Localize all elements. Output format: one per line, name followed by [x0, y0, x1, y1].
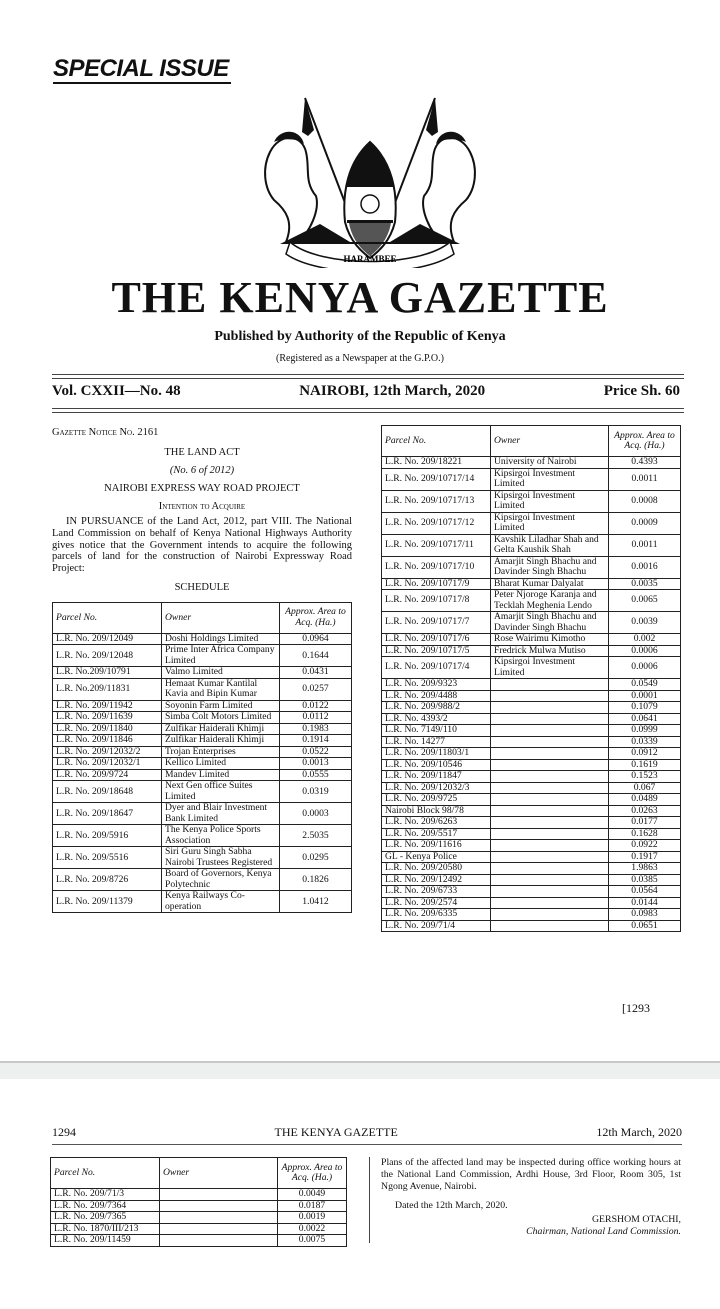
parcel-cell: L.R. No. 209/12032/3: [382, 782, 491, 794]
page-number: [1293: [622, 1001, 650, 1015]
table-row: [382, 909, 681, 921]
parcel-cell: L.R. No. 1870/III/213: [51, 1223, 160, 1235]
area-cell: 0.0122: [280, 700, 352, 712]
header-area: Approx. Area to Acq. (Ha.): [609, 426, 681, 457]
signer-title: Chairman, National Land Commission.: [526, 1226, 681, 1237]
parcel-cell: L.R. No. 209/5517: [382, 828, 491, 840]
owner-cell: [491, 851, 609, 863]
parcel-cell: L.R. No. 209/10717/7: [382, 612, 491, 634]
table-row: [53, 746, 352, 758]
area-cell: 0.0385: [609, 874, 681, 886]
header-owner: Owner: [162, 602, 280, 633]
parcel-cell: L.R. No. 209/7364: [51, 1200, 160, 1212]
schedule-table-left: [52, 602, 352, 914]
area-cell: 1.9863: [609, 863, 681, 875]
area-cell: 0.0013: [280, 758, 352, 770]
owner-cell: Dyer and Blair Investment Bank Limited: [162, 803, 280, 825]
schedule-table-right: [381, 425, 681, 932]
parcel-cell: L.R. No. 209/10717/9: [382, 578, 491, 590]
owner-cell: Amarjit Singh Bhachu and Davinder Singh Bhachu: [491, 612, 609, 634]
owner-cell: Trojan Enterprises: [162, 746, 280, 758]
parcel-cell: L.R. No. 209/4488: [382, 690, 491, 702]
area-cell: 0.0011: [609, 534, 681, 556]
table-row: [382, 897, 681, 909]
area-cell: 0.0022: [278, 1223, 347, 1235]
parcel-cell: L.R. No. 209/10717/4: [382, 657, 491, 679]
area-cell: 0.1983: [280, 723, 352, 735]
table-row: [51, 1212, 347, 1224]
area-cell: 0.0295: [280, 847, 352, 869]
owner-cell: Prime Inter Africa Company Limited: [162, 645, 280, 667]
area-cell: 0.1826: [280, 869, 352, 891]
parcel-cell: L.R. No. 209/10717/10: [382, 556, 491, 578]
parcel-cell: L.R. No. 209/8726: [53, 869, 162, 891]
owner-cell: [491, 897, 609, 909]
table-row: [382, 794, 681, 806]
table-row: [382, 645, 681, 657]
owner-cell: [160, 1223, 278, 1235]
table-row: [53, 678, 352, 700]
area-cell: 0.0964: [280, 633, 352, 645]
owner-cell: The Kenya Police Sports Association: [162, 825, 280, 847]
page2-notice-text: [381, 1157, 681, 1238]
parcel-cell: L.R. No. 7149/110: [382, 725, 491, 737]
area-cell: 0.0257: [280, 678, 352, 700]
header-parcel: Parcel No.: [51, 1158, 160, 1189]
motto-text: HARAMBEE: [343, 254, 397, 264]
owner-cell: Kipsirgoi Investment Limited: [491, 490, 609, 512]
area-cell: 0.0489: [609, 794, 681, 806]
area-cell: 0.0075: [278, 1235, 347, 1247]
table-row: [53, 869, 352, 891]
table-row: [382, 612, 681, 634]
table-row: [53, 723, 352, 735]
table-row: [382, 713, 681, 725]
area-cell: 0.0016: [609, 556, 681, 578]
table-row: [53, 667, 352, 679]
page2-number: 1294: [52, 1125, 76, 1139]
parcel-cell: L.R. No. 209/9323: [382, 679, 491, 691]
owner-cell: Kellico Limited: [162, 758, 280, 770]
table-row: [53, 769, 352, 781]
parcel-cell: L.R. No. 209/12492: [382, 874, 491, 886]
table-row: [53, 712, 352, 724]
parcel-cell: L.R. No. 209/6733: [382, 886, 491, 898]
parcel-cell: L.R. No. 209/10717/13: [382, 490, 491, 512]
parcel-cell: L.R. No. 209/11459: [51, 1235, 160, 1247]
area-cell: 0.1523: [609, 771, 681, 783]
parcel-cell: L.R. No. 209/11639: [53, 712, 162, 724]
area-cell: 1.0412: [280, 891, 352, 913]
table-row: [51, 1235, 347, 1247]
owner-cell: [491, 805, 609, 817]
masthead-rule-top: [52, 374, 684, 379]
table-row: [382, 468, 681, 490]
table-row: [382, 556, 681, 578]
owner-cell: Zulfikar Haiderali Khimji: [162, 735, 280, 747]
area-cell: 0.067: [609, 782, 681, 794]
owner-cell: University of Nairobi: [491, 457, 609, 469]
project-title: NAIROBI EXPRESS WAY ROAD PROJECT: [104, 483, 300, 494]
table-row: [382, 679, 681, 691]
table-row: [382, 759, 681, 771]
table-row: [382, 874, 681, 886]
owner-cell: [491, 771, 609, 783]
notice-heading: Intention to Acquire: [158, 501, 246, 512]
column-divider: [369, 1157, 370, 1243]
area-cell: 0.0008: [609, 490, 681, 512]
owner-cell: Amarjit Singh Bhachu and Davinder Singh Bhachu: [491, 556, 609, 578]
price: Price Sh. 60: [603, 383, 680, 399]
parcel-cell: L.R. No. 4393/2: [382, 713, 491, 725]
table-row: [382, 457, 681, 469]
owner-cell: Simba Colt Motors Limited: [162, 712, 280, 724]
table-header-row: [53, 602, 352, 633]
table-row: [382, 634, 681, 646]
owner-cell: Kipsirgoi Investment Limited: [491, 468, 609, 490]
parcel-cell: L.R. No. 209/10717/11: [382, 534, 491, 556]
parcel-cell: L.R. No. 209/11847: [382, 771, 491, 783]
owner-cell: Rose Wairimu Kimotho: [491, 634, 609, 646]
parcel-cell: L.R. No. 209/6335: [382, 909, 491, 921]
act-title: THE LAND ACT: [164, 447, 240, 458]
notice-body: IN PURSUANCE of the Land Act, 2012, part VIII. The National Land Commission on behalf of Kenya National Highways Authority gives notice that the Government intends to acquire the following parcels of land for the construction of Nairobi Expressway Road Project:: [52, 516, 352, 575]
masthead-rule-bottom: [52, 408, 684, 413]
parcel-cell: L.R. No. 209/12032/1: [53, 758, 162, 770]
parcel-cell: L.R. No.209/10791: [53, 667, 162, 679]
area-cell: 0.0651: [609, 920, 681, 932]
parcel-cell: L.R. No. 209/11840: [53, 723, 162, 735]
parcel-cell: L.R. No. 209/71/4: [382, 920, 491, 932]
table-row: [382, 805, 681, 817]
area-cell: 0.002: [609, 634, 681, 646]
area-cell: 0.1079: [609, 702, 681, 714]
header-parcel: Parcel No.: [53, 602, 162, 633]
owner-cell: [491, 690, 609, 702]
table-header-row: [51, 1158, 347, 1189]
area-cell: 0.0065: [609, 590, 681, 612]
area-cell: 0.0006: [609, 645, 681, 657]
parcel-cell: L.R. No. 209/18648: [53, 781, 162, 803]
table-row: [382, 886, 681, 898]
owner-cell: [491, 713, 609, 725]
owner-cell: Siri Guru Singh Sabha Nairobi Trustees Registered: [162, 847, 280, 869]
dated-line: Dated the 12th March, 2020.: [395, 1200, 508, 1211]
header-owner: Owner: [491, 426, 609, 457]
owner-cell: [160, 1189, 278, 1201]
table-row: [53, 645, 352, 667]
area-cell: 0.0177: [609, 817, 681, 829]
area-cell: 0.0564: [609, 886, 681, 898]
owner-cell: Hemaat Kumar Kantilal Kavia and Bipin Kumar: [162, 678, 280, 700]
table-row: [53, 891, 352, 913]
area-cell: 0.0555: [280, 769, 352, 781]
table-row: [382, 512, 681, 534]
parcel-cell: L.R. No. 209/11379: [53, 891, 162, 913]
table-row: [53, 633, 352, 645]
table-row: [382, 490, 681, 512]
owner-cell: [491, 909, 609, 921]
parcel-cell: L.R. No. 209/71/3: [51, 1189, 160, 1201]
owner-cell: Board of Governors, Kenya Polytechnic: [162, 869, 280, 891]
owner-cell: [491, 702, 609, 714]
owner-cell: [491, 863, 609, 875]
table-row: [53, 781, 352, 803]
authority-line: Published by Authority of the Republic of Kenya: [214, 329, 506, 344]
owner-cell: Kipsirgoi Investment Limited: [491, 512, 609, 534]
parcel-cell: L.R. No. 209/2574: [382, 897, 491, 909]
parcel-cell: L.R. No. 209/10717/8: [382, 590, 491, 612]
area-cell: 0.1628: [609, 828, 681, 840]
parcel-cell: L.R. No. 209/11616: [382, 840, 491, 852]
signer-name: GERSHOM OTACHI,: [591, 1214, 681, 1225]
area-cell: 0.1619: [609, 759, 681, 771]
owner-cell: [491, 782, 609, 794]
owner-cell: [491, 759, 609, 771]
owner-cell: Kavshik Liladhar Shah and Gelta Kaushik Shah: [491, 534, 609, 556]
issue-info-row: [52, 383, 680, 400]
table-row: [382, 851, 681, 863]
parcel-cell: L.R. No. 14277: [382, 736, 491, 748]
parcel-cell: L.R. No. 209/12032/2: [53, 746, 162, 758]
area-cell: 0.0922: [609, 840, 681, 852]
area-cell: 0.1644: [280, 645, 352, 667]
area-cell: 0.0319: [280, 781, 352, 803]
parcel-cell: L.R. No. 209/5916: [53, 825, 162, 847]
table-row: [382, 725, 681, 737]
area-cell: 0.0019: [278, 1212, 347, 1224]
table-row: [382, 590, 681, 612]
table-row: [382, 920, 681, 932]
schedule-label: SCHEDULE: [174, 581, 230, 593]
area-cell: 0.4393: [609, 457, 681, 469]
owner-cell: Fredrick Mulwa Mutiso: [491, 645, 609, 657]
owner-cell: [491, 817, 609, 829]
table-row: [382, 736, 681, 748]
page2-running-title: THE KENYA GAZETTE: [274, 1125, 398, 1139]
owner-cell: Valmo Limited: [162, 667, 280, 679]
table-row: [51, 1189, 347, 1201]
table-row: [53, 700, 352, 712]
owner-cell: [491, 840, 609, 852]
owner-cell: [160, 1200, 278, 1212]
owner-cell: Mandev Limited: [162, 769, 280, 781]
area-cell: 0.0522: [280, 746, 352, 758]
right-column: [381, 425, 681, 932]
page2-schedule: [50, 1157, 347, 1247]
area-cell: 0.0039: [609, 612, 681, 634]
header-parcel: Parcel No.: [382, 426, 491, 457]
parcel-cell: L.R. No. 209/10717/5: [382, 645, 491, 657]
parcel-cell: Nairobi Block 98/78: [382, 805, 491, 817]
owner-cell: Soyonin Farm Limited: [162, 700, 280, 712]
area-cell: 0.0049: [278, 1189, 347, 1201]
owner-cell: [491, 736, 609, 748]
parcel-cell: L.R. No. 209/11942: [53, 700, 162, 712]
parcel-cell: L.R. No. 209/18647: [53, 803, 162, 825]
parcel-cell: L.R. No. 209/10717/14: [382, 468, 491, 490]
owner-cell: [160, 1212, 278, 1224]
parcel-cell: L.R. No. 209/18221: [382, 457, 491, 469]
table-row: [51, 1200, 347, 1212]
header-area: Approx. Area to Acq. (Ha.): [280, 602, 352, 633]
table-row: [53, 825, 352, 847]
page-separator: [0, 1061, 720, 1081]
area-cell: 0.0001: [609, 690, 681, 702]
header-area: Approx. Area to Acq. (Ha.): [278, 1158, 347, 1189]
plans-inspection-text: Plans of the affected land may be inspected during office working hours at the National Land Commission, Ardhi House, 3rd Floor, Room 305, 1st Ngong Avenue, Nairobi.: [381, 1157, 681, 1192]
parcel-cell: GL - Kenya Police: [382, 851, 491, 863]
coat-of-arms-icon: [250, 92, 490, 268]
owner-cell: Doshi Holdings Limited: [162, 633, 280, 645]
area-cell: 0.0011: [609, 468, 681, 490]
parcel-cell: L.R. No. 209/9724: [53, 769, 162, 781]
owner-cell: [160, 1235, 278, 1247]
owner-cell: [491, 886, 609, 898]
parcel-cell: L.R. No. 209/12048: [53, 645, 162, 667]
owner-cell: [491, 725, 609, 737]
area-cell: 0.0187: [278, 1200, 347, 1212]
area-cell: 0.0983: [609, 909, 681, 921]
area-cell: 0.0112: [280, 712, 352, 724]
page2-running-header: [52, 1125, 682, 1145]
table-row: [382, 782, 681, 794]
area-cell: 0.1917: [609, 851, 681, 863]
table-row: [382, 748, 681, 760]
area-cell: 0.0144: [609, 897, 681, 909]
owner-cell: Peter Njoroge Karanja and Tecklah Meghenia Lendo: [491, 590, 609, 612]
area-cell: 0.0431: [280, 667, 352, 679]
parcel-cell: L.R. No. 209/9725: [382, 794, 491, 806]
left-column: [52, 427, 352, 913]
registered-line: (Registered as a Newspaper at the G.P.O.): [275, 353, 444, 364]
table-row: [53, 847, 352, 869]
owner-cell: [491, 679, 609, 691]
table-row: [382, 817, 681, 829]
table-row: [382, 828, 681, 840]
parcel-cell: L.R. No. 209/12049: [53, 633, 162, 645]
area-cell: 0.0641: [609, 713, 681, 725]
parcel-cell: L.R. No. 209/10717/6: [382, 634, 491, 646]
owner-cell: Kipsirgoi Investment Limited: [491, 657, 609, 679]
table-header-row: [382, 426, 681, 457]
owner-cell: Next Gen office Suites Limited: [162, 781, 280, 803]
header-owner: Owner: [160, 1158, 278, 1189]
owner-cell: [491, 794, 609, 806]
area-cell: 0.0035: [609, 578, 681, 590]
owner-cell: [491, 828, 609, 840]
table-row: [382, 771, 681, 783]
special-issue-label: SPECIAL ISSUE: [53, 55, 229, 82]
owner-cell: Zulfikar Haiderali Khimji: [162, 723, 280, 735]
area-cell: 0.0549: [609, 679, 681, 691]
parcel-cell: L.R. No. 209/6263: [382, 817, 491, 829]
owner-cell: Kenya Railways Co-operation: [162, 891, 280, 913]
area-cell: 0.0006: [609, 657, 681, 679]
owner-cell: [491, 748, 609, 760]
table-row: [382, 702, 681, 714]
area-cell: 0.0003: [280, 803, 352, 825]
area-cell: 0.0912: [609, 748, 681, 760]
parcel-cell: L.R. No. 209/988/2: [382, 702, 491, 714]
table-row: [51, 1223, 347, 1235]
table-row: [382, 863, 681, 875]
parcel-cell: L.R. No. 209/10546: [382, 759, 491, 771]
table-row: [53, 803, 352, 825]
area-cell: 0.0263: [609, 805, 681, 817]
table-row: [53, 758, 352, 770]
table-row: [382, 657, 681, 679]
dateline: NAIROBI, 12th March, 2020: [299, 383, 486, 399]
table-row: [382, 840, 681, 852]
parcel-cell: L.R. No. 209/10717/12: [382, 512, 491, 534]
table-row: [382, 534, 681, 556]
owner-cell: Bharat Kumar Dalyalat: [491, 578, 609, 590]
owner-cell: [491, 920, 609, 932]
parcel-cell: L.R. No. 209/11803/1: [382, 748, 491, 760]
area-cell: 0.0009: [609, 512, 681, 534]
notice-number: Gazette Notice No. 2161: [52, 427, 159, 438]
gazette-title: THE KENYA GAZETTE: [111, 273, 609, 322]
schedule-table-page2: [50, 1157, 347, 1247]
area-cell: 0.0999: [609, 725, 681, 737]
volume-number: Vol. CXXII—No. 48: [52, 383, 181, 399]
area-cell: 0.0339: [609, 736, 681, 748]
parcel-cell: L.R. No. 209/20580: [382, 863, 491, 875]
parcel-cell: L.R. No. 209/7365: [51, 1212, 160, 1224]
parcel-cell: L.R. No. 209/5516: [53, 847, 162, 869]
area-cell: 0.1914: [280, 735, 352, 747]
table-row: [53, 735, 352, 747]
parcel-cell: L.R. No. 209/11846: [53, 735, 162, 747]
table-row: [382, 578, 681, 590]
page2-date: 12th March, 2020: [596, 1125, 682, 1139]
table-row: [382, 690, 681, 702]
area-cell: 2.5035: [280, 825, 352, 847]
owner-cell: [491, 874, 609, 886]
parcel-cell: L.R. No.209/11831: [53, 678, 162, 700]
act-number: (No. 6 of 2012): [169, 465, 235, 476]
